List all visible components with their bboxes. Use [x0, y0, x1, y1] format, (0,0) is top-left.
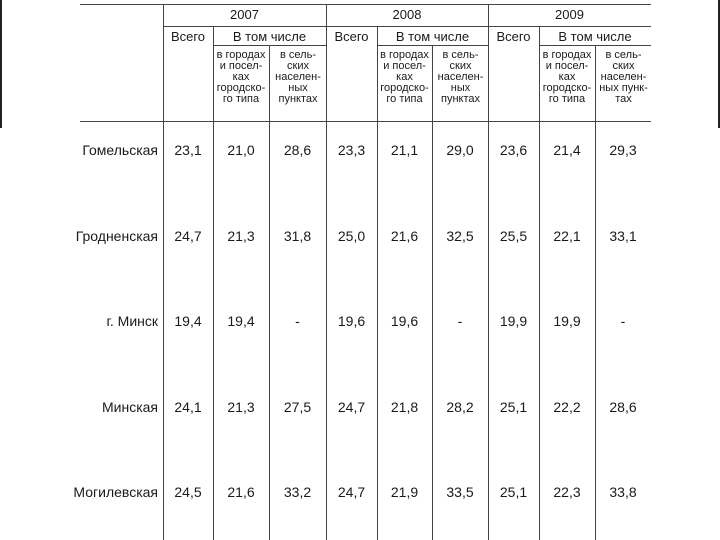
table-cell: 33,5 [446, 484, 474, 500]
table-cell: 24,7 [337, 399, 366, 415]
table-cell: - [457, 313, 463, 329]
table-cell: 21,8 [390, 399, 419, 415]
table-cell: 29,0 [446, 142, 474, 158]
table-cell: 33,8 [609, 484, 637, 500]
year-header-2007: 2007 [230, 7, 259, 22]
table-cell: - [295, 313, 300, 329]
table-cell: 25,5 [499, 228, 528, 244]
urban-header: в городах и посел-ках городско-го типа [380, 49, 429, 105]
region-name: Гомельская [82, 142, 158, 158]
table-cell: 19,4 [227, 313, 255, 329]
table-cell: 22,2 [553, 399, 581, 415]
table-rule-years [163, 26, 651, 27]
table-cell: 25,0 [337, 228, 366, 244]
table-col-divider [595, 45, 596, 540]
table-cell: 23,1 [174, 142, 202, 158]
table-cell: 21,3 [227, 399, 255, 415]
table-cell: 25,1 [499, 484, 528, 500]
table-cell: 21,0 [227, 142, 255, 158]
table-cell: 21,4 [553, 142, 581, 158]
table-rule-header-bottom [80, 121, 651, 122]
rural-header: в сель-ских населен-ных пунктах [275, 49, 321, 105]
table-cell: 29,3 [609, 142, 637, 158]
table-cell: 33,1 [609, 228, 637, 244]
table-cell: 33,2 [283, 484, 312, 500]
total-header: Всего [496, 29, 531, 44]
region-name: Могилевская [73, 484, 158, 500]
table-cell: 32,5 [446, 228, 474, 244]
rural-header: в сель-ских населен-ных пунктах [437, 49, 484, 105]
year-header-2008: 2008 [392, 7, 422, 22]
table-col-divider [269, 45, 270, 540]
urban-header: в городах и посел-ках городско-го типа [216, 49, 266, 105]
table-rule-top [80, 4, 651, 5]
table-cell: 21,6 [227, 484, 255, 500]
table-cell: 24,7 [174, 228, 202, 244]
table-cell: 19,4 [174, 313, 202, 329]
including-header: В том числе [558, 29, 632, 44]
table-col-divider [488, 4, 489, 540]
total-header: Всего [170, 29, 206, 44]
table-cell: 23,3 [337, 142, 366, 158]
table-cell: 28,6 [609, 399, 637, 415]
table-cell: 23,6 [499, 142, 528, 158]
slide-frame-left [0, 0, 2, 128]
table-cell: 28,6 [283, 142, 312, 158]
table-cell: 22,1 [553, 228, 581, 244]
table-cell: 21,9 [390, 484, 419, 500]
table-col-divider [326, 4, 327, 540]
table-cell: 24,5 [174, 484, 202, 500]
year-header-2009: 2009 [555, 7, 584, 22]
table-cell: 31,8 [283, 228, 312, 244]
table-cell: 21,3 [227, 228, 255, 244]
table-col-divider [163, 4, 164, 540]
table-cell: 19,9 [499, 313, 528, 329]
including-header: В том числе [395, 29, 470, 44]
table-cell: 25,1 [499, 399, 528, 415]
urban-header: в городах и посел-ках городско-го типа [542, 49, 592, 105]
table-cell: 19,6 [337, 313, 366, 329]
table-cell: - [620, 313, 626, 329]
table-col-divider [432, 45, 433, 540]
table-cell: 21,1 [390, 142, 419, 158]
including-header: В том числе [232, 29, 307, 44]
table-cell: 22,3 [553, 484, 581, 500]
region-name: Минская [101, 399, 158, 415]
rural-header: в сель-ских населен-ных пунк-тах [599, 49, 648, 105]
region-name: Гродненская [75, 228, 158, 244]
table-cell: 27,5 [283, 399, 312, 415]
total-header: Всего [334, 29, 369, 44]
table-cell: 24,1 [174, 399, 202, 415]
table-cell: 19,9 [553, 313, 581, 329]
table-cell: 28,2 [446, 399, 474, 415]
table-cell: 21,6 [390, 228, 419, 244]
region-name: г. Минск [106, 313, 158, 329]
table-cell: 19,6 [390, 313, 419, 329]
table-cell: 24,7 [337, 484, 366, 500]
